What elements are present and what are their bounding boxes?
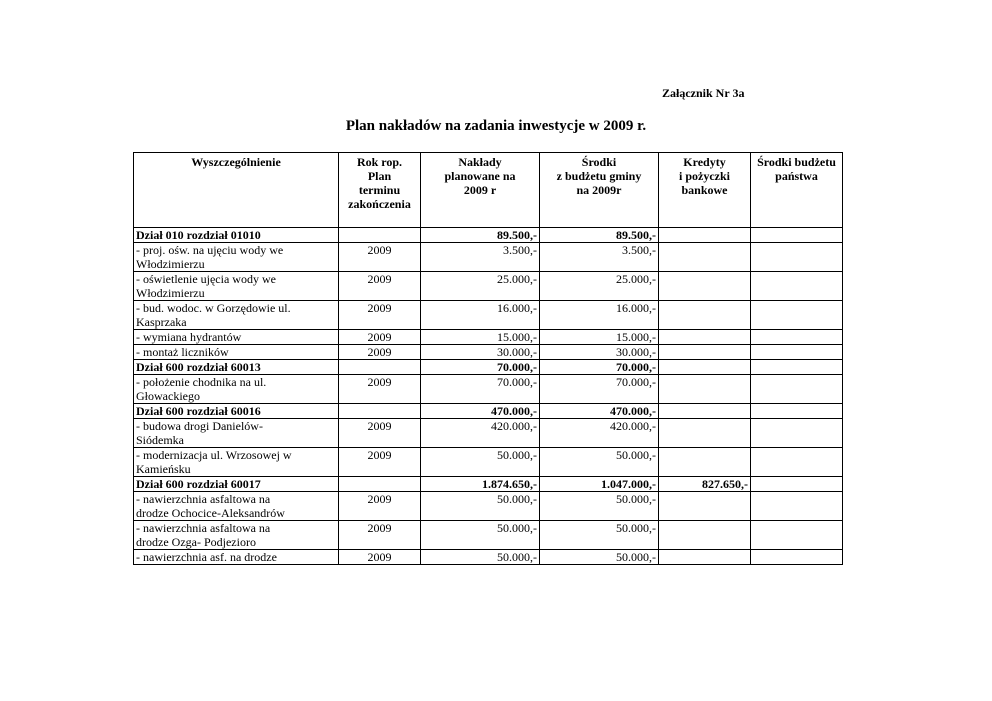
cell-completion-year: 2009 — [339, 375, 421, 404]
cell-municipal-funds: 50.000,- — [540, 550, 659, 565]
cell-state-funds — [751, 301, 843, 330]
cell-planned-outlays: 470.000,- — [421, 404, 540, 419]
section-row — [134, 404, 843, 419]
cell-bank-credits: 827.650,- — [659, 477, 751, 492]
cell-completion-year: 2009 — [339, 345, 421, 360]
description-line: Dział 600 rozdział 60013 — [136, 360, 261, 374]
header-line: Plan — [367, 169, 392, 183]
description-line: - nawierzchnia asf. na drodze — [136, 550, 277, 564]
header-line: Wyszczególnienie — [191, 155, 281, 169]
header-line: państwa — [775, 169, 818, 183]
cell-municipal-funds: 15.000,- — [540, 330, 659, 345]
cell-planned-outlays: 1.874.650,- — [421, 477, 540, 492]
cell-bank-credits — [659, 228, 751, 243]
table-row — [134, 272, 843, 301]
cell-description — [134, 345, 339, 360]
description-line: Dział 600 rozdział 60017 — [136, 477, 261, 491]
cell-description — [134, 228, 339, 243]
description-line: - nawierzchnia asfaltowa na — [136, 521, 271, 535]
col-bank-credits-header — [659, 153, 751, 228]
header-line: 2009 r — [463, 183, 497, 197]
cell-bank-credits — [659, 360, 751, 375]
cell-state-funds — [751, 228, 843, 243]
description-line: - bud. wodoc. w Gorzędowie ul. — [136, 301, 291, 315]
cell-bank-credits — [659, 375, 751, 404]
table-body — [134, 228, 843, 565]
cell-completion-year: 2009 — [339, 448, 421, 477]
table-row — [134, 550, 843, 565]
table-row — [134, 301, 843, 330]
description-line: Dział 600 rozdział 60016 — [136, 404, 261, 418]
cell-bank-credits — [659, 492, 751, 521]
cell-state-funds — [751, 550, 843, 565]
col-planned-outlays-header — [421, 153, 540, 228]
cell-planned-outlays: 89.500,- — [421, 228, 540, 243]
cell-state-funds — [751, 404, 843, 419]
cell-bank-credits — [659, 448, 751, 477]
cell-bank-credits — [659, 243, 751, 272]
description-line: Włodzimierzu — [136, 257, 205, 271]
cell-bank-credits — [659, 419, 751, 448]
investment-plan-table — [133, 152, 843, 565]
cell-description — [134, 448, 339, 477]
header-line: Nakłady — [458, 155, 502, 169]
cell-state-funds — [751, 330, 843, 345]
cell-completion-year: 2009 — [339, 419, 421, 448]
cell-completion-year: 2009 — [339, 330, 421, 345]
table-row — [134, 375, 843, 404]
cell-bank-credits — [659, 330, 751, 345]
header-line: i pożyczki — [679, 169, 730, 183]
cell-municipal-funds: 50.000,- — [540, 448, 659, 477]
cell-bank-credits — [659, 301, 751, 330]
cell-state-funds — [751, 521, 843, 550]
cell-state-funds — [751, 477, 843, 492]
cell-planned-outlays: 70.000,- — [421, 375, 540, 404]
cell-completion-year: 2009 — [339, 550, 421, 565]
cell-bank-credits — [659, 272, 751, 301]
col-municipal-funds-header — [540, 153, 659, 228]
cell-completion-year — [339, 360, 421, 375]
cell-planned-outlays: 70.000,- — [421, 360, 540, 375]
cell-completion-year — [339, 228, 421, 243]
table-row — [134, 492, 843, 521]
cell-description — [134, 243, 339, 272]
section-row — [134, 228, 843, 243]
header-line: zakończenia — [348, 197, 411, 211]
cell-completion-year: 2009 — [339, 272, 421, 301]
cell-description — [134, 550, 339, 565]
cell-description — [134, 404, 339, 419]
cell-municipal-funds: 50.000,- — [540, 521, 659, 550]
cell-state-funds — [751, 419, 843, 448]
cell-municipal-funds: 70.000,- — [540, 375, 659, 404]
cell-planned-outlays: 15.000,- — [421, 330, 540, 345]
table-row — [134, 345, 843, 360]
col-description-header — [134, 153, 339, 228]
cell-planned-outlays: 50.000,- — [421, 448, 540, 477]
cell-bank-credits — [659, 404, 751, 419]
cell-municipal-funds: 1.047.000,- — [540, 477, 659, 492]
cell-description — [134, 492, 339, 521]
description-line: - budowa drogi Danielów- — [136, 419, 263, 433]
annex-label: Załącznik Nr 3a — [662, 86, 745, 100]
description-line: drodze Ozga- Podjezioro — [136, 535, 256, 549]
cell-planned-outlays: 50.000,- — [421, 492, 540, 521]
description-line: - modernizacja ul. Wrzosowej w — [136, 448, 292, 462]
description-line: - wymiana hydrantów — [136, 330, 242, 344]
cell-planned-outlays: 16.000,- — [421, 301, 540, 330]
cell-municipal-funds: 3.500,- — [540, 243, 659, 272]
col-completion-year-header — [339, 153, 421, 228]
description-line: Siódemka — [136, 433, 184, 447]
cell-municipal-funds: 30.000,- — [540, 345, 659, 360]
description-line: Kamieńsku — [136, 462, 191, 476]
cell-planned-outlays: 30.000,- — [421, 345, 540, 360]
description-line: - oświetlenie ujęcia wody we — [136, 272, 276, 286]
cell-municipal-funds: 89.500,- — [540, 228, 659, 243]
description-line: - proj. ośw. na ujęciu wody we — [136, 243, 284, 257]
section-row — [134, 477, 843, 492]
cell-planned-outlays: 50.000,- — [421, 550, 540, 565]
cell-completion-year — [339, 477, 421, 492]
cell-description — [134, 330, 339, 345]
cell-description — [134, 360, 339, 375]
cell-completion-year: 2009 — [339, 301, 421, 330]
col-state-funds-header — [751, 153, 843, 228]
cell-completion-year — [339, 404, 421, 419]
header-line: bankowe — [681, 183, 728, 197]
cell-description — [134, 272, 339, 301]
table-row — [134, 330, 843, 345]
cell-description — [134, 521, 339, 550]
cell-planned-outlays: 420.000,- — [421, 419, 540, 448]
cell-municipal-funds: 470.000,- — [540, 404, 659, 419]
header-line: Środki budżetu — [757, 155, 836, 169]
header-line: planowane na — [444, 169, 516, 183]
description-line: drodze Ochocice-Aleksandrów — [136, 506, 285, 520]
cell-bank-credits — [659, 521, 751, 550]
cell-municipal-funds: 70.000,- — [540, 360, 659, 375]
cell-state-funds — [751, 448, 843, 477]
cell-state-funds — [751, 492, 843, 521]
cell-completion-year: 2009 — [339, 521, 421, 550]
cell-state-funds — [751, 243, 843, 272]
cell-municipal-funds: 50.000,- — [540, 492, 659, 521]
header-line: z budżetu gminy — [556, 169, 642, 183]
description-line: Włodzimierzu — [136, 286, 205, 300]
document-title: Plan nakładów na zadania inwestycje w 2009 r. — [345, 118, 647, 134]
description-line: Głowackiego — [136, 389, 200, 403]
cell-description — [134, 301, 339, 330]
description-line: - montaż liczników — [136, 345, 229, 359]
header-line: na 2009r — [576, 183, 622, 197]
table-header-row — [134, 153, 843, 228]
header-line: Rok rop. — [356, 155, 403, 169]
description-line: Dział 010 rozdział 01010 — [136, 228, 261, 242]
cell-municipal-funds: 25.000,- — [540, 272, 659, 301]
section-row — [134, 360, 843, 375]
table-row — [134, 448, 843, 477]
header-line: Kredyty — [683, 155, 726, 169]
cell-state-funds — [751, 375, 843, 404]
cell-description — [134, 419, 339, 448]
description-line: - nawierzchnia asfaltowa na — [136, 492, 271, 506]
cell-completion-year: 2009 — [339, 492, 421, 521]
description-line: - położenie chodnika na ul. — [136, 375, 267, 389]
cell-bank-credits — [659, 345, 751, 360]
table-row — [134, 521, 843, 550]
cell-completion-year: 2009 — [339, 243, 421, 272]
cell-state-funds — [751, 360, 843, 375]
cell-description — [134, 477, 339, 492]
cell-planned-outlays: 3.500,- — [421, 243, 540, 272]
cell-description — [134, 375, 339, 404]
cell-municipal-funds: 16.000,- — [540, 301, 659, 330]
cell-bank-credits — [659, 550, 751, 565]
cell-municipal-funds: 420.000,- — [540, 419, 659, 448]
cell-state-funds — [751, 272, 843, 301]
header-line: terminu — [358, 183, 401, 197]
description-line: Kasprzaka — [136, 315, 187, 329]
cell-state-funds — [751, 345, 843, 360]
cell-planned-outlays: 25.000,- — [421, 272, 540, 301]
table-row — [134, 243, 843, 272]
table-row — [134, 419, 843, 448]
cell-planned-outlays: 50.000,- — [421, 521, 540, 550]
header-line: Środki — [581, 155, 617, 169]
